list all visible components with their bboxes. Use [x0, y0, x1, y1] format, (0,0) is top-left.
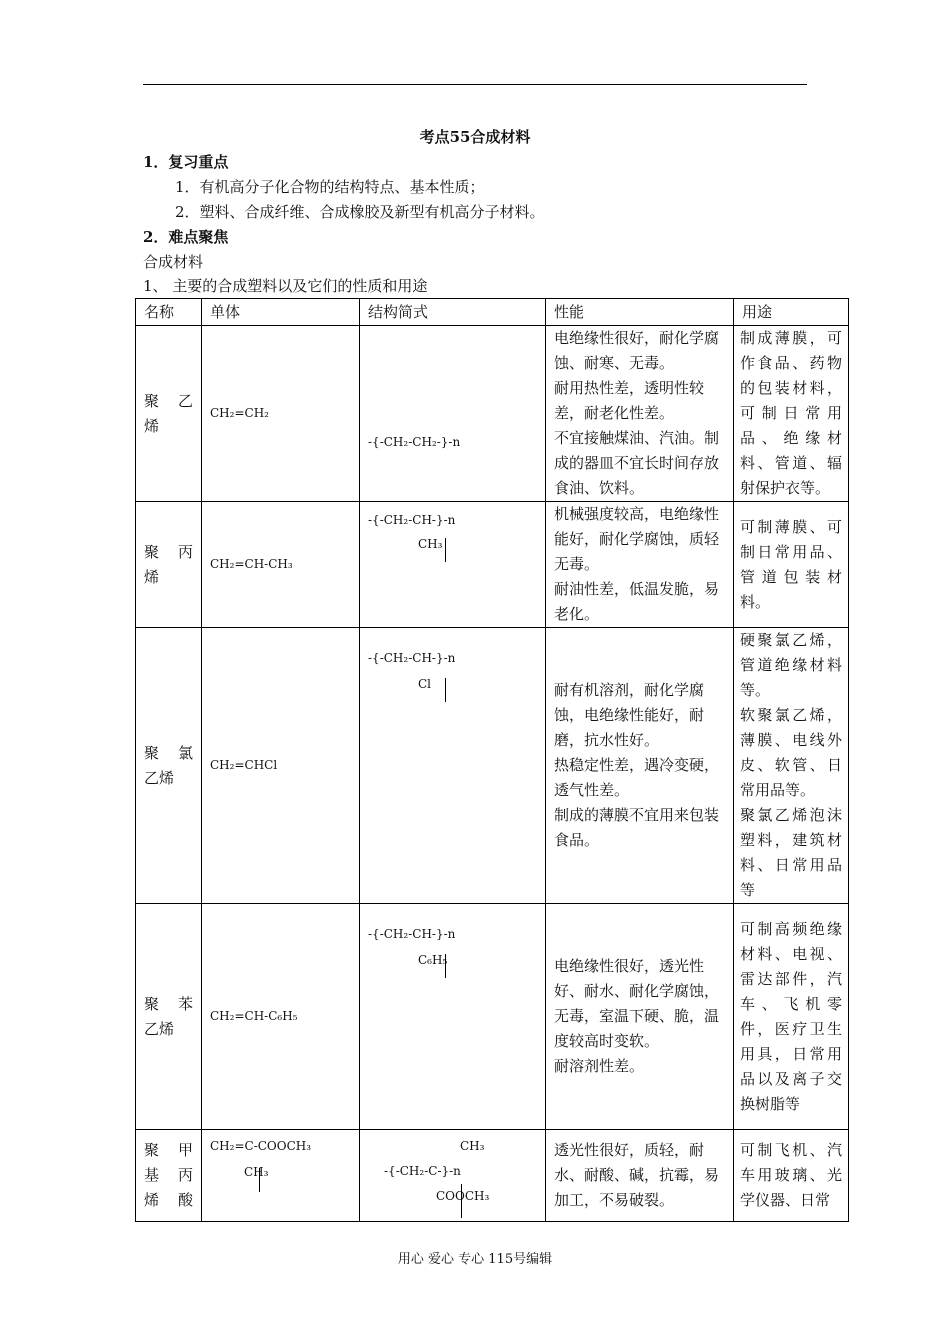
properties-text: 耐有机溶剂，耐化学腐蚀，电绝缘性能好，耐磨，抗水性好。 热稳定性差，遇冷变硬，透气性差。 制成的薄膜不宜用来包装食品。 [554, 681, 720, 849]
polymer-name-line: 聚 丙 [144, 542, 193, 561]
polymer-name-line: 聚 氯 [144, 743, 193, 762]
polymer-name-line: 基 丙 [144, 1166, 193, 1184]
page-footer: 用心 爱心 专心 115号编辑 [397, 1252, 553, 1267]
structure-substituent: Cl [418, 677, 432, 691]
structure-top-group: CH₃ [460, 1139, 485, 1153]
uses-cell [734, 628, 849, 904]
polymer-name-line: 烯 酸 [144, 1191, 193, 1209]
monomer-formula: CH₂=C-COOCH₃ [210, 1139, 312, 1153]
polymer-name [136, 1130, 202, 1222]
polymer-name [136, 502, 202, 628]
structure-cell [360, 628, 546, 904]
polymer-name-line: 聚 苯 [144, 994, 193, 1013]
properties-text: 透光性很好，质轻，耐水、耐酸、碱，抗霉，易加工，不易破裂。 [554, 1141, 720, 1209]
table-row [136, 904, 849, 1130]
uses-text: 制成薄膜，可作食品、药物的包装材料，可制日常用品、绝缘材料、管道、辐射保护衣等。 [740, 329, 842, 497]
structure-cell [360, 326, 546, 502]
uses-cell [734, 326, 849, 502]
uses-cell [734, 904, 849, 1130]
uses-cell [734, 502, 849, 628]
uses-text: 硬聚氯乙烯，管道绝缘材料等。 软聚氯乙烯，薄膜、电线外皮、软管、日常用品等。 聚氯乙烯泡沫塑料，建筑材料、日常用品等 [740, 631, 842, 899]
header-rule [143, 84, 807, 85]
bond-line [445, 954, 446, 978]
structure-cell [360, 1130, 546, 1222]
bond-line [259, 1168, 260, 1192]
section-1-heading: 1．复习重点 [143, 153, 229, 171]
bond-line [461, 1184, 462, 1218]
uses-text: 可制薄膜、可制日常用品、管道包装材料。 [740, 517, 842, 611]
structure-formula: -{-CH₂-CH-}-n [368, 927, 456, 941]
polymer-name-line: 聚 甲 [144, 1141, 193, 1159]
monomer-cell: CH₂=CH-CH₃ [202, 502, 360, 628]
structure-substituent: CH₃ [418, 537, 443, 551]
uses-cell [734, 1130, 849, 1222]
section-1-item-1: 1．有机高分子化合物的结构特点、基本性质； [175, 178, 485, 196]
uses-text: 可制高频绝缘材料、电视、雷达部件，汽车、飞机零件，医疗卫生用具，日常用品以及离子交换树脂等 [740, 919, 842, 1113]
monomer-cell: CH₂=CH-C₆H₅ [202, 904, 360, 1130]
sub-heading: 合成材料 [143, 253, 204, 271]
polymer-name-line: 乙烯 [144, 768, 175, 787]
properties-cell [546, 628, 734, 904]
polymer-name-line: 乙烯 [144, 1019, 175, 1038]
properties-text: 电绝缘性很好，耐化学腐蚀、耐寒、无毒。 耐用热性差，透明性较差，耐老化性差。 不宜接触煤油、汽油。制成的器皿不宜长时间存放食油、饮料。 [554, 329, 720, 497]
properties-cell [546, 904, 734, 1130]
properties-cell [546, 326, 734, 502]
table-intro: 1、 主要的合成塑料以及它们的性质和用途 [143, 277, 428, 295]
monomer-cell [202, 1130, 360, 1222]
table-header-row [136, 299, 849, 326]
properties-text: 机械强度较高，电绝缘性能好，耐化学腐蚀，质轻无毒。 耐油性差，低温发脆，易老化。 [554, 505, 720, 623]
structure-substituent: COOCH₃ [436, 1189, 490, 1203]
table-row [136, 502, 849, 628]
section-1-item-2: 2．塑料、合成纤维、合成橡胶及新型有机高分子材料。 [175, 203, 545, 221]
header-uses: 用途 [734, 299, 849, 326]
table-row [136, 326, 849, 502]
structure-formula: -{-CH₂-CH-}-n [368, 651, 456, 665]
properties-text: 电绝缘性很好，透光性好、耐水、耐化学腐蚀，无毒，室温下硬、脆，温度较高时变软。 耐溶剂性差。 [554, 957, 720, 1075]
structure-cell [360, 502, 546, 628]
structure-formula: -{-CH₂-C-}-n [384, 1164, 461, 1178]
header-structure: 结构简式 [360, 299, 546, 326]
table-row [136, 1130, 849, 1222]
properties-cell [546, 1130, 734, 1222]
structure-substituent: C₆H₅ [418, 953, 448, 967]
uses-text: 可制飞机、汽车用玻璃、光学仪器、日常 [740, 1141, 842, 1209]
polymer-name [136, 326, 202, 502]
header-properties: 性能 [546, 299, 734, 326]
monomer-cell: CH₂=CHCl [202, 628, 360, 904]
table-row [136, 628, 849, 904]
bond-line [445, 678, 446, 702]
bond-line [445, 538, 446, 562]
page-title: 考点55合成材料 [419, 128, 531, 146]
polymer-name [136, 904, 202, 1130]
structure-formula: -{-CH₂-CH-}-n [368, 513, 456, 527]
header-monomer: 单体 [202, 299, 360, 326]
properties-cell [546, 502, 734, 628]
polymer-name-line: 烯 [144, 567, 160, 586]
structure-formula: -{-CH₂-CH₂-}-n [368, 435, 461, 449]
polymer-name-line: 聚 乙 [144, 391, 193, 410]
structure-cell [360, 904, 546, 1130]
header-name: 名称 [136, 299, 202, 326]
monomer-cell: CH₂=CH₂ [202, 326, 360, 502]
monomer-substituent: CH₃ [244, 1165, 269, 1179]
polymer-name [136, 628, 202, 904]
polymer-name-line: 烯 [144, 416, 160, 435]
section-2-heading: 2．难点聚焦 [143, 228, 229, 246]
plastics-table [135, 298, 849, 1222]
